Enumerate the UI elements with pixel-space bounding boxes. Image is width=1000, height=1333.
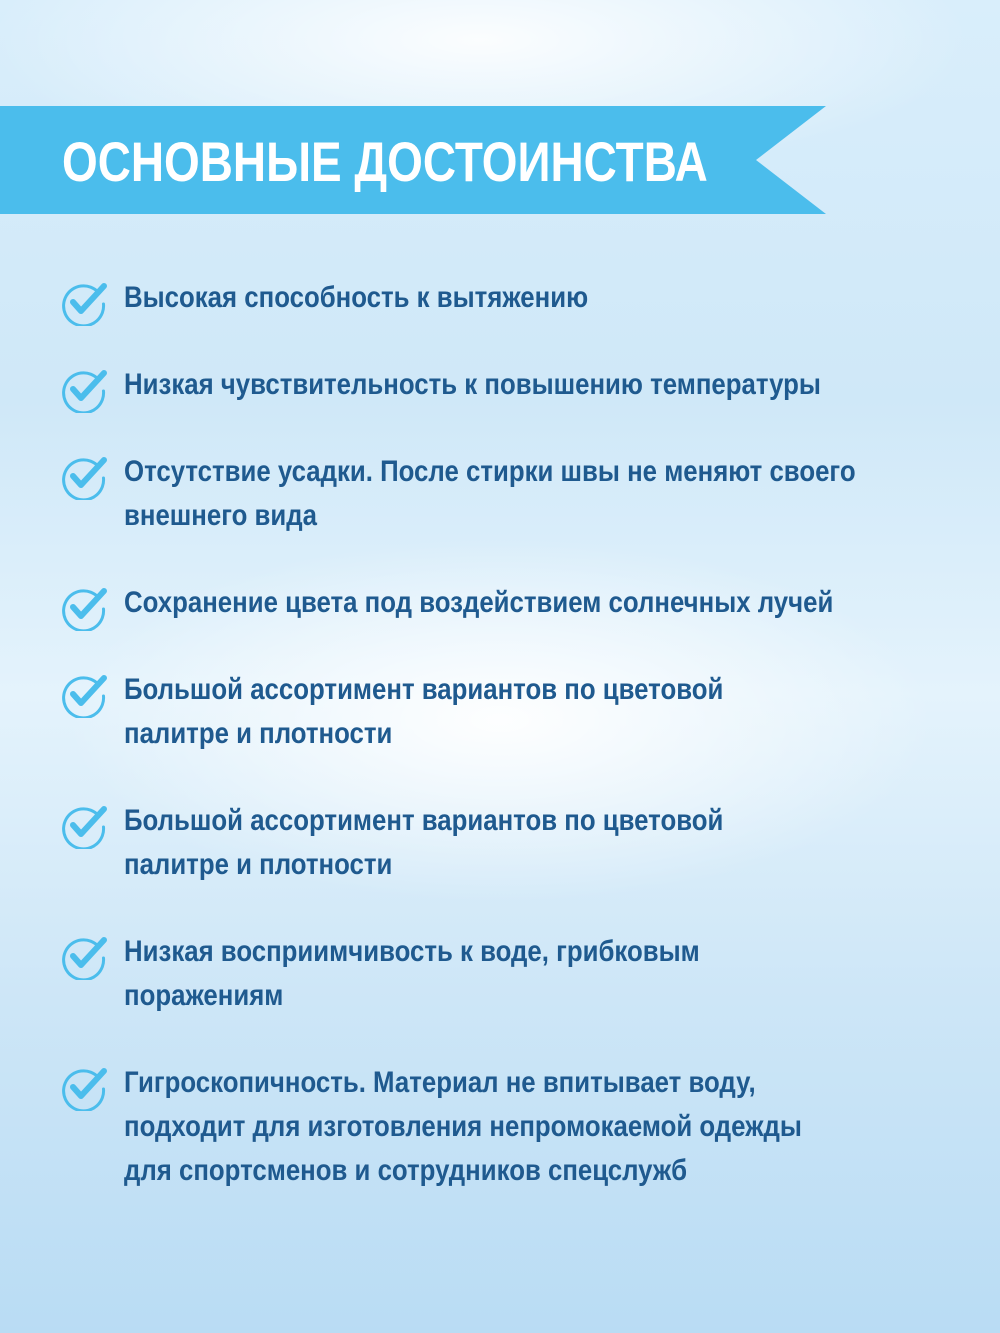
feature-text-line: поражениям — [124, 979, 284, 1012]
feature-text-line: для спортсменов и сотрудников спецслужб — [124, 1154, 688, 1187]
feature-text-line: Гигроскопичность. Материал не впитывает воду, — [124, 1066, 756, 1099]
feature-text-line: Отсутствие усадки. После стирки швы не меняют своего — [124, 455, 856, 488]
check-circle-icon — [60, 452, 108, 500]
feature-item — [60, 450, 960, 538]
feature-text-line: палитре и плотности — [124, 848, 393, 881]
feature-text-line: Низкая чувствительность к повышению температуры — [124, 368, 821, 401]
feature-item — [60, 581, 960, 625]
feature-text-line: внешнего вида — [124, 499, 318, 532]
feature-text-line: Большой ассортимент вариантов по цветовой — [124, 673, 724, 706]
check-circle-icon — [60, 365, 108, 413]
check-circle-icon — [60, 1063, 108, 1111]
feature-item — [60, 930, 960, 1018]
feature-text-line: подходит для изготовления непромокаемой одежды — [124, 1110, 802, 1143]
feature-text-line: Низкая восприимчивость к воде, грибковым — [124, 935, 700, 968]
feature-text-line: Сохранение цвета под воздействием солнечных лучей — [124, 586, 834, 619]
check-circle-icon — [60, 801, 108, 849]
feature-text-line: палитре и плотности — [124, 717, 393, 750]
check-circle-icon — [60, 278, 108, 326]
check-circle-icon — [60, 583, 108, 631]
check-circle-icon — [60, 932, 108, 980]
page-title: ОСНОВНЫЕ ДОСТОИНСТВА — [62, 130, 708, 193]
feature-item — [60, 799, 960, 887]
feature-text-line: Высокая способность к вытяжению — [124, 281, 589, 314]
header-ribbon — [0, 106, 826, 214]
check-circle-icon — [60, 670, 108, 718]
feature-text-line: Большой ассортимент вариантов по цветовой — [124, 804, 724, 837]
feature-item — [60, 363, 960, 407]
feature-item — [60, 1061, 960, 1193]
feature-item — [60, 668, 960, 756]
features-list — [60, 276, 960, 1193]
feature-item — [60, 276, 960, 320]
